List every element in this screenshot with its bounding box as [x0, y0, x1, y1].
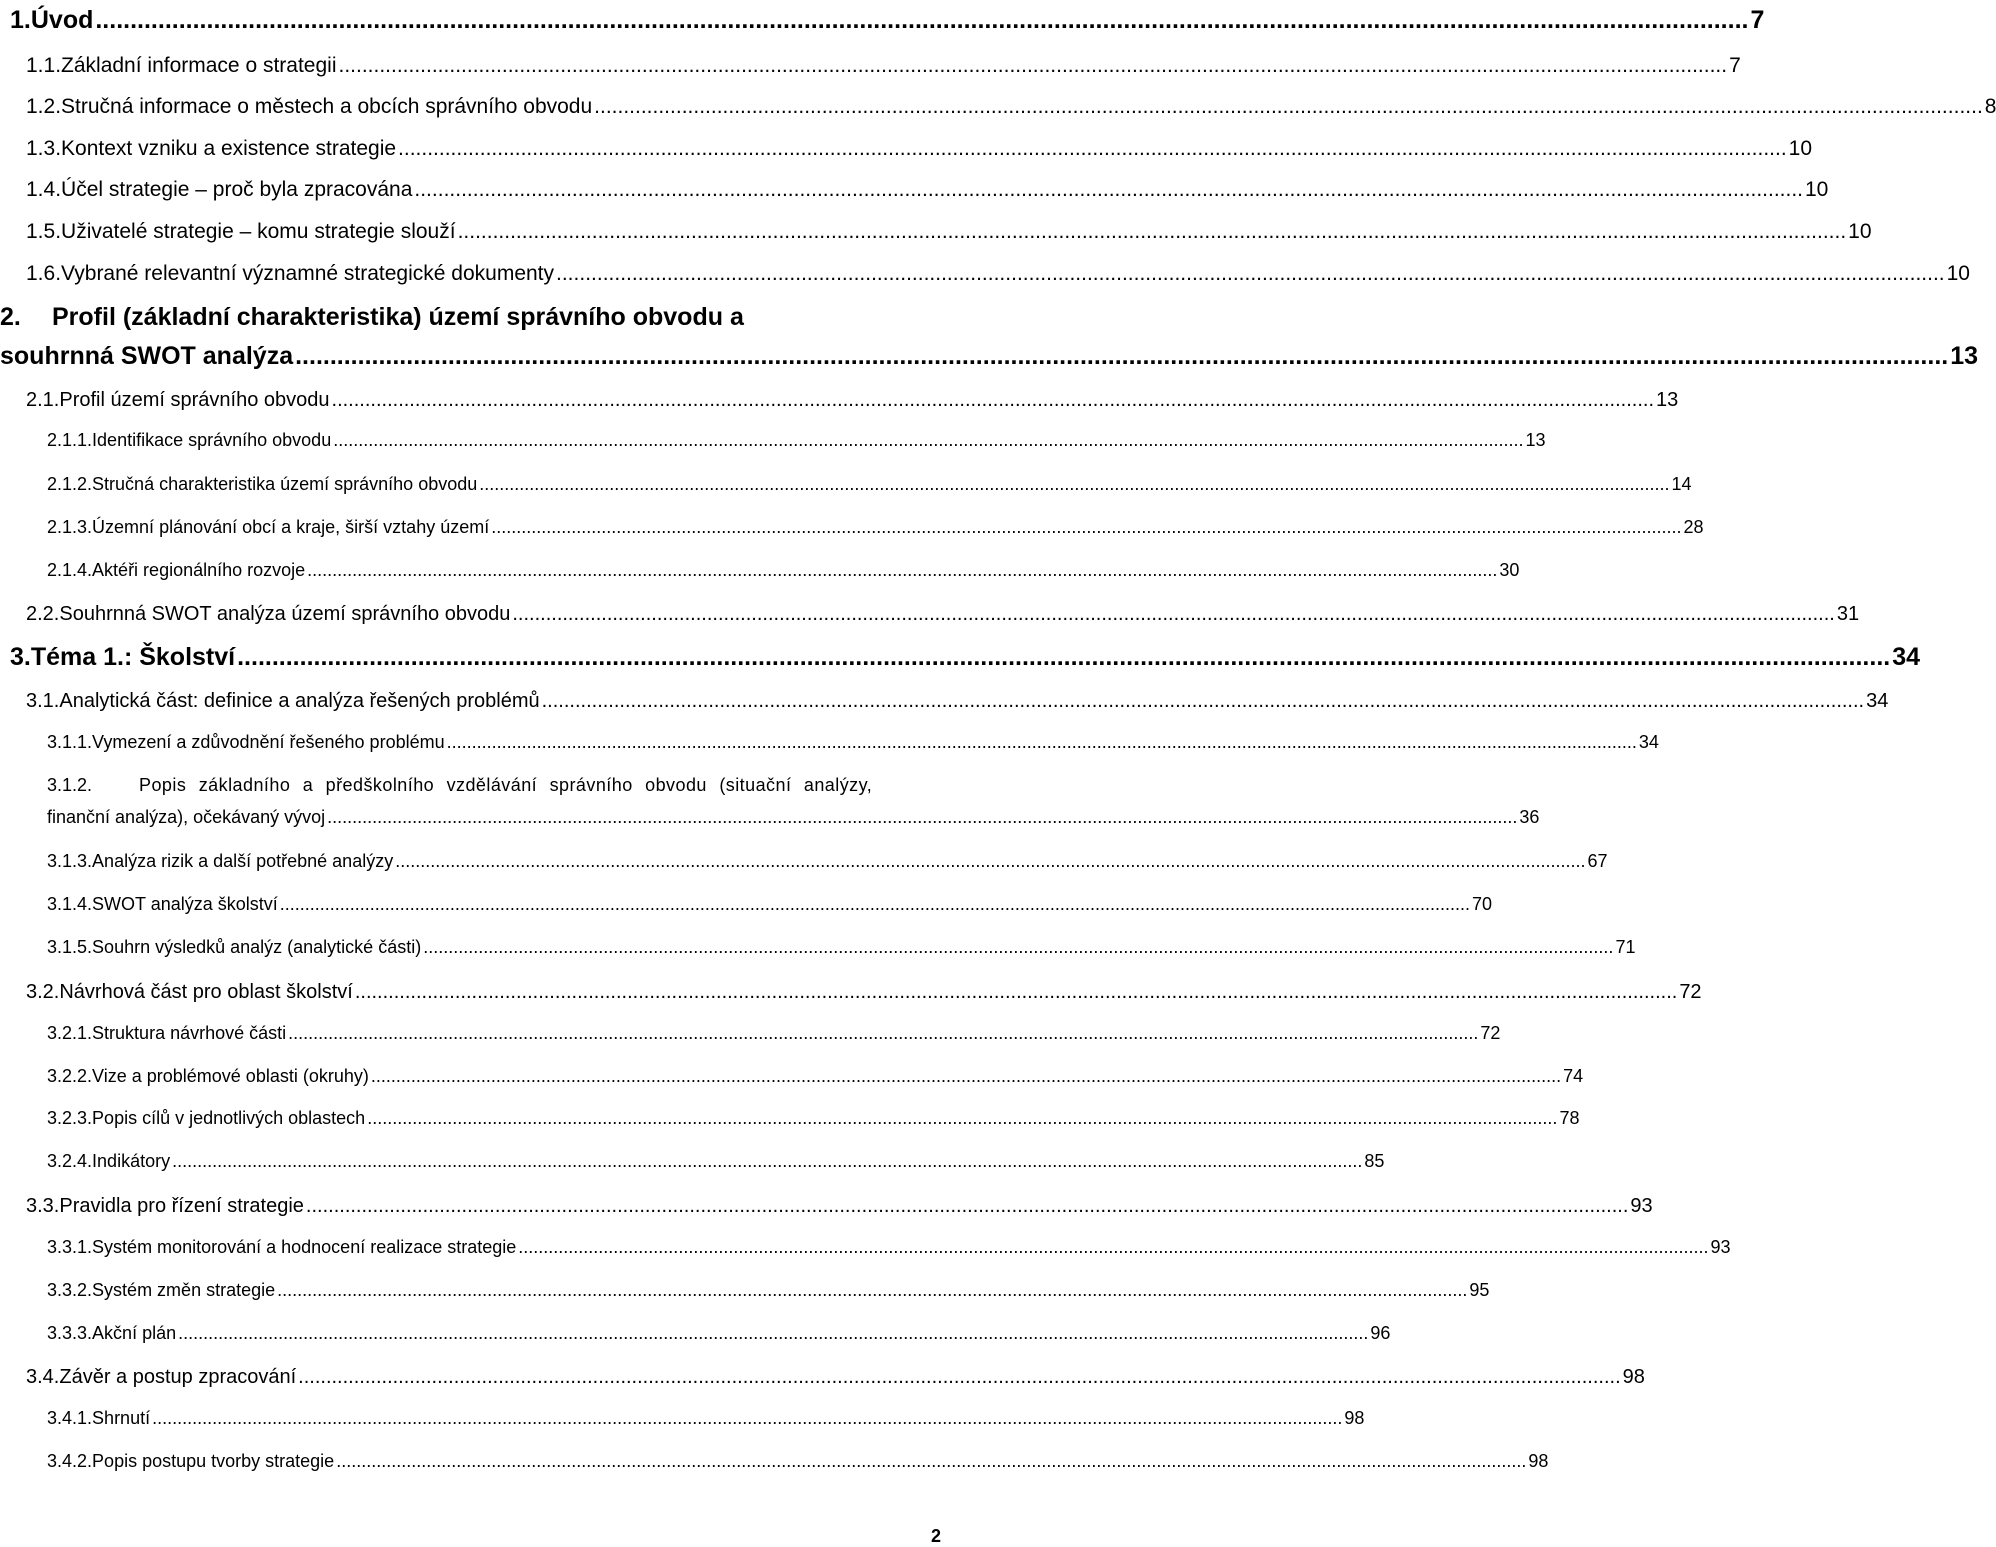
toc-title: Popis postupu tvorby strategie	[92, 1451, 335, 1471]
toc-title: Systém monitorování a hodnocení realizace strategie	[92, 1237, 517, 1257]
toc-leader: ..............................................................................................................................................................................................................................................	[354, 981, 1678, 1003]
toc-page: 8	[1984, 95, 1996, 118]
toc-entry-3-1-5[interactable]	[47, 937, 1636, 958]
toc-title: Stručná informace o městech a obcích správního obvodu	[61, 95, 593, 118]
toc-title: Analýza rizik a další potřebné analýzy	[92, 851, 394, 871]
toc-entry-2-1-4[interactable]	[47, 560, 1520, 581]
toc-leader: ..............................................................................................................................................................................................................................................	[152, 1408, 1343, 1428]
toc-entry-2-1-1[interactable]	[47, 430, 1546, 451]
toc-title: Indikátory	[92, 1151, 171, 1171]
toc-number: 1.2.	[26, 95, 62, 118]
toc-page: 93	[1710, 1237, 1731, 1257]
toc-page: 13	[1950, 342, 1979, 370]
toc-entry-1[interactable]	[10, 6, 1765, 35]
toc-leader: ..............................................................................................................................................................................................................................................	[395, 851, 1586, 871]
toc-leader: ..............................................................................................................................................................................................................................................	[423, 937, 1614, 957]
toc-leader: ..............................................................................................................................................................................................................................................	[305, 1195, 1629, 1217]
toc-entry-3-2-4[interactable]	[47, 1151, 1385, 1172]
toc-leader: ..............................................................................................................................................................................................................................................	[457, 220, 1847, 243]
toc-entry-3-2-1[interactable]	[47, 1023, 1501, 1044]
toc-number: 3.1.2.	[47, 775, 93, 795]
toc-number: 3.2.2.	[47, 1066, 93, 1086]
toc-title: Identifikace správního obvodu	[92, 430, 332, 450]
toc-leader: ..............................................................................................................................................................................................................................................	[307, 560, 1498, 580]
toc-number: 2.2.	[26, 603, 60, 625]
toc-number: 3.4.1.	[47, 1408, 93, 1428]
toc-page: 67	[1587, 851, 1608, 871]
toc-title: Vymezení a zdůvodnění řešeného problému	[92, 732, 445, 752]
toc-leader: ..............................................................................................................................................................................................................................................	[336, 1451, 1527, 1471]
toc-title: Téma 1.: Školství	[30, 643, 236, 671]
toc-leader: ..............................................................................................................................................................................................................................................	[277, 1280, 1468, 1300]
toc-entry-3-3-1[interactable]	[47, 1237, 1731, 1258]
toc-page: 34	[1892, 643, 1921, 671]
toc-page: 71	[1615, 937, 1636, 957]
toc-entry-1-6[interactable]	[26, 262, 1970, 286]
toc-entry-3-1[interactable]	[26, 690, 1889, 713]
toc-entry-2-1-3[interactable]	[47, 517, 1704, 538]
toc-number: 3.2.3.	[47, 1108, 93, 1128]
toc-number: 3.3.3.	[47, 1323, 93, 1343]
toc-title: Souhrnná SWOT analýza území správního obvodu	[59, 603, 511, 625]
toc-page: 72	[1679, 981, 1702, 1003]
toc-entry-1-1[interactable]	[26, 54, 1741, 78]
toc-title: Úvod	[30, 6, 94, 34]
toc-number: 3.4.	[26, 1366, 60, 1388]
toc-title: Pravidla pro řízení strategie	[59, 1195, 304, 1217]
toc-entry-3-2-2[interactable]	[47, 1066, 1584, 1087]
toc-leader: ..............................................................................................................................................................................................................................................	[295, 342, 1949, 370]
toc-page: 98	[1622, 1366, 1645, 1388]
toc-page: 95	[1469, 1280, 1490, 1300]
toc-number: 3.4.2.	[47, 1451, 93, 1471]
toc-title: Shrnutí	[92, 1408, 151, 1428]
toc-leader: ..............................................................................................................................................................................................................................................	[512, 603, 1835, 625]
toc-title: Popis cílů v jednotlivých oblastech	[92, 1108, 366, 1128]
toc-leader: ..............................................................................................................................................................................................................................................	[414, 178, 1803, 201]
toc-title: Základní informace o strategii	[61, 54, 337, 77]
toc-title: Popis základního a předškolního vzdělávání správního obvodu (situační analýzy,	[139, 775, 873, 795]
toc-entry-2-line1[interactable]	[0, 303, 953, 332]
toc-number: 3.1.3.	[47, 851, 93, 871]
toc-entry-3-2[interactable]	[26, 981, 1702, 1004]
toc-title: Analytická část: definice a analýza řešených problémů	[59, 690, 540, 712]
toc-entry-3-4[interactable]	[26, 1366, 1645, 1389]
toc-number: 2.	[0, 303, 21, 331]
toc-leader: ..............................................................................................................................................................................................................................................	[338, 54, 1728, 77]
toc-page: 30	[1499, 560, 1520, 580]
toc-page: 70	[1472, 894, 1493, 914]
toc-page: 10	[1946, 262, 1970, 285]
toc-leader: ..............................................................................................................................................................................................................................................	[518, 1237, 1709, 1257]
toc-title: Vybrané relevantní významné strategické dokumenty	[61, 262, 555, 285]
toc-entry-2-1[interactable]	[26, 389, 1679, 412]
toc-leader: ..............................................................................................................................................................................................................................................	[398, 137, 1787, 160]
toc-title: Územní plánování obcí a kraje, širší vztahy území	[92, 517, 490, 537]
page-number: 2	[931, 1526, 942, 1546]
toc-entry-3-3-3[interactable]	[47, 1323, 1391, 1344]
toc-leader: ..............................................................................................................................................................................................................................................	[367, 1108, 1558, 1128]
toc-number: 3.3.1.	[47, 1237, 93, 1257]
toc-leader: ..............................................................................................................................................................................................................................................	[288, 1023, 1479, 1043]
toc-title: Vize a problémové oblasti (okruhy)	[92, 1066, 369, 1086]
toc-number: 3.2.4.	[47, 1151, 93, 1171]
toc-entry-1-5[interactable]	[26, 220, 1872, 244]
toc-number: 1.1.	[26, 54, 62, 77]
toc-entry-3-4-1[interactable]	[47, 1408, 1365, 1429]
toc-number: 3.1.1.	[47, 732, 93, 752]
toc-page: 28	[1683, 517, 1704, 537]
toc-title: Stručná charakteristika území správního obvodu	[92, 474, 478, 494]
toc-page: 78	[1559, 1108, 1580, 1128]
toc-entry-3-3-2[interactable]	[47, 1280, 1490, 1301]
toc-leader: ..............................................................................................................................................................................................................................................	[594, 95, 1983, 118]
toc-entry-3[interactable]	[10, 643, 1921, 672]
toc-title: Závěr a postup zpracování	[59, 1366, 297, 1388]
toc-leader: ..............................................................................................................................................................................................................................................	[556, 262, 1945, 285]
toc-entry-2-1-2[interactable]	[47, 474, 1692, 495]
toc-number: 1.4.	[26, 178, 62, 201]
toc-leader: ..............................................................................................................................................................................................................................................	[327, 807, 1518, 827]
toc-page: 13	[1656, 389, 1679, 411]
toc-page: 13	[1525, 430, 1546, 450]
toc-page: 7	[1729, 54, 1741, 77]
toc-title: Účel strategie – proč byla zpracována	[61, 178, 413, 201]
toc-leader: ..............................................................................................................................................................................................................................................	[370, 1066, 1562, 1086]
toc-number: 3.1.4.	[47, 894, 93, 914]
toc-title: Uživatelé strategie – komu strategie slouží	[61, 220, 456, 243]
toc-leader: ..............................................................................................................................................................................................................................................	[172, 1151, 1363, 1171]
toc-leader: ..............................................................................................................................................................................................................................................	[446, 732, 1637, 752]
toc-entry-3-1-4[interactable]	[47, 894, 1493, 915]
toc-entry-3-4-2[interactable]	[47, 1451, 1549, 1472]
toc-entry-3-3[interactable]	[26, 1195, 1653, 1218]
toc-page: 85	[1364, 1151, 1385, 1171]
toc-number: 2.1.2.	[47, 474, 93, 494]
toc-page: 98	[1528, 1451, 1549, 1471]
toc-entry-3-1-3[interactable]	[47, 851, 1608, 872]
toc-leader: ..............................................................................................................................................................................................................................................	[479, 474, 1670, 494]
toc-page: 98	[1344, 1408, 1365, 1428]
toc-number: 2.1.4.	[47, 560, 93, 580]
toc-title: Struktura návrhové části	[92, 1023, 287, 1043]
toc-page: 10	[1805, 178, 1829, 201]
toc-entry-3-1-1[interactable]	[47, 732, 1659, 753]
toc-title: Systém změn strategie	[92, 1280, 276, 1300]
toc-page: 74	[1563, 1066, 1584, 1086]
toc-leader: ..............................................................................................................................................................................................................................................	[333, 430, 1524, 450]
toc-title: SWOT analýza školství	[92, 894, 278, 914]
toc-number: 2.1.	[26, 389, 60, 411]
toc-number: 1.3.	[26, 137, 62, 160]
toc-leader: ..............................................................................................................................................................................................................................................	[95, 6, 1749, 34]
toc-entry-2-line2[interactable]	[0, 342, 1979, 371]
toc-number: 3.2.	[26, 981, 60, 1003]
toc-entry-3-2-3[interactable]	[47, 1108, 1580, 1129]
toc-leader: ..............................................................................................................................................................................................................................................	[541, 690, 1865, 712]
toc-number: 1.5.	[26, 220, 62, 243]
toc-number: 2.1.1.	[47, 430, 93, 450]
toc-entry-1-4[interactable]	[26, 178, 1829, 202]
toc-page: 93	[1630, 1195, 1653, 1217]
toc-title-continuation: souhrnná SWOT analýza	[0, 342, 294, 370]
toc-entry-3-1-2-line1[interactable]	[47, 775, 953, 796]
toc-number: 2.1.3.	[47, 517, 93, 537]
toc-page: 10	[1788, 137, 1813, 160]
toc-page: 36	[1519, 807, 1540, 827]
toc-entry-3-1-2-line2[interactable]	[47, 807, 1540, 828]
toc-number: 3.1.5.	[47, 937, 93, 957]
toc-leader: ..............................................................................................................................................................................................................................................	[491, 517, 1682, 537]
toc-page: 72	[1480, 1023, 1501, 1043]
toc-leader: ..............................................................................................................................................................................................................................................	[331, 389, 1654, 411]
toc-number: 1.6.	[26, 262, 62, 285]
toc-leader: ..............................................................................................................................................................................................................................................	[279, 894, 1471, 914]
toc-page: 7	[1750, 6, 1765, 34]
toc-title: Akční plán	[92, 1323, 177, 1343]
toc-number: 1.	[10, 6, 31, 34]
toc-leader: ..............................................................................................................................................................................................................................................	[298, 1366, 1621, 1388]
toc-leader: ..............................................................................................................................................................................................................................................	[178, 1323, 1369, 1343]
toc-page: 96	[1370, 1323, 1391, 1343]
toc-page: 31	[1836, 603, 1860, 625]
toc-title: Profil (základní charakteristika) území správního obvodu a	[52, 303, 744, 331]
toc-page: 14	[1671, 474, 1692, 494]
toc-title: Kontext vzniku a existence strategie	[61, 137, 397, 160]
toc-title: Profil území správního obvodu	[59, 389, 330, 411]
toc-title-continuation: finanční analýza), očekávaný vývoj	[47, 807, 326, 827]
toc-title: Návrhová část pro oblast školství	[59, 981, 353, 1003]
toc-number: 3.1.	[26, 690, 60, 712]
toc-entry-2-2[interactable]	[26, 603, 1860, 626]
toc-page: 34	[1866, 690, 1889, 712]
toc-page: 34	[1638, 732, 1659, 752]
toc-title: Souhrn výsledků analýz (analytické části)	[92, 937, 422, 957]
toc-number: 3.2.1.	[47, 1023, 93, 1043]
toc-number: 3.3.2.	[47, 1280, 93, 1300]
toc-page: 10	[1848, 220, 1872, 243]
toc-title: Aktéři regionálního rozvoje	[92, 560, 306, 580]
toc-leader: ..............................................................................................................................................................................................................................................	[237, 643, 1891, 671]
toc-number: 3.	[10, 643, 31, 671]
toc-entry-1-2[interactable]	[26, 95, 1996, 119]
toc-entry-1-3[interactable]	[26, 137, 1813, 161]
toc-number: 3.3.	[26, 1195, 60, 1217]
